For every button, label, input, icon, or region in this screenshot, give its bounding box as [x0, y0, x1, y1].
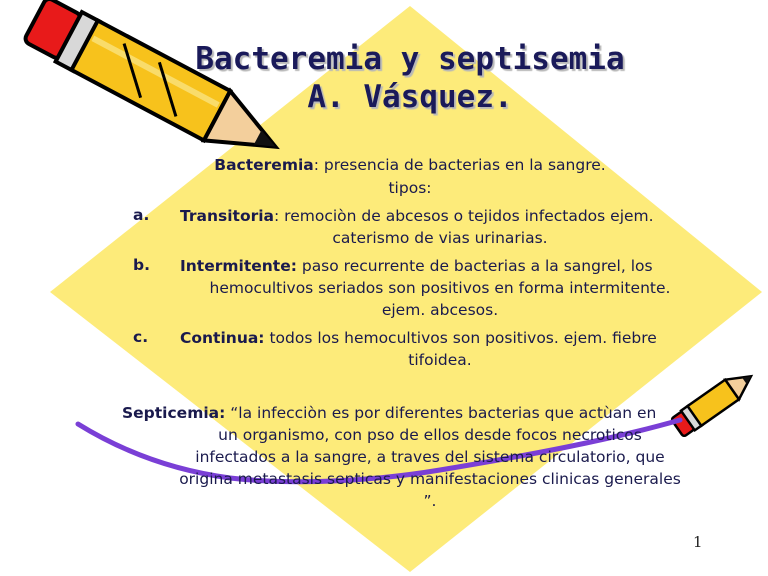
definition [150, 155, 670, 176]
septicemia-term: Septicemia: [122, 404, 226, 422]
types-label: tipos: [388, 179, 432, 197]
type-b-line-3: ejem. abcesos. [381, 301, 499, 319]
septicemia-text-1: “la infecciòn es por diferentes bacterias que actùan en [225, 404, 657, 422]
type-b-line-2: hemocultivos seriados son positivos en forma intermitente. [209, 279, 671, 297]
type-c-line-2: tifoidea. [408, 351, 472, 369]
slide-title [150, 40, 670, 116]
type-a-desc: : remociòn de abcesos o tejidos infectados ejem. [274, 207, 654, 225]
type-c-line-1 [180, 328, 740, 349]
definition-term: Bacteremia [214, 156, 314, 174]
type-a-line-1 [180, 206, 740, 227]
septicemia-line-2: un organismo, con pso de ellos desde focos necroticos [218, 426, 642, 444]
septicemia-line-5: ”. [423, 492, 437, 510]
type-c-name: Continua: [180, 329, 265, 347]
type-b-name: Intermitente: [180, 257, 297, 275]
septicemia-line-4: origina metastasis septicas y manifestaciones clinicas generales [179, 470, 681, 488]
type-a-line-2: caterismo de vias urinarias. [332, 229, 548, 247]
list-letter-b: b. [133, 256, 150, 274]
type-a-name: Transitoria [180, 207, 275, 225]
list-letter-a: a. [133, 206, 150, 224]
list-letter-c: c. [133, 328, 149, 346]
definition-text: : presencia de bacterias en la sangre. [313, 156, 606, 174]
title-line-2: A. Vásquez. [307, 79, 513, 115]
type-b-desc: paso recurrente de bacterias a la sangrel, los [296, 257, 653, 275]
septicemia-line-1 [122, 403, 682, 424]
type-c-desc: todos los hemocultivos son positivos. ejem. fiebre [264, 329, 657, 347]
page-number: 1 [693, 533, 703, 551]
type-b-line-1 [180, 256, 740, 277]
title-line-1: Bacteremia y septisemia [195, 41, 625, 77]
septicemia-line-3: infectados a la sangre, a traves del sistema circulatorio, que [195, 448, 665, 466]
